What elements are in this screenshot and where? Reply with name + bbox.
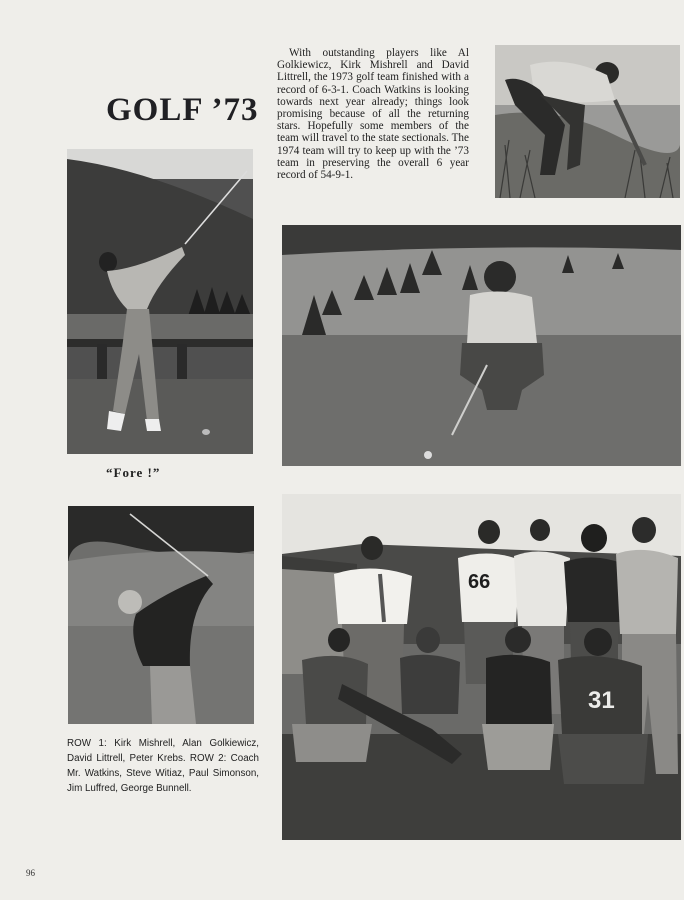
roster-caption: ROW 1: Kirk Mishrell, Alan Golkiewicz, David Littrell, Peter Krebs. ROW 2: Coach Mr. Watkins, Steve Witiaz, Paul Simonson, Jim Luffred, George Bunnell. xyxy=(67,738,259,794)
fore-caption: “Fore !” xyxy=(106,465,161,480)
jersey-number-31: 31 xyxy=(588,687,615,714)
page-title: GOLF ’73 xyxy=(106,92,259,128)
jersey-number-66: 66 xyxy=(468,571,491,593)
photo-golfer-swinging-fairway xyxy=(68,506,254,724)
page-number: 96 xyxy=(26,868,35,878)
photo-golfer-putting xyxy=(282,225,681,466)
photo-golfer-swinging-hill xyxy=(67,149,253,454)
intro-paragraph: With outstanding players like Al Golkiewicz, Kirk Mishrell and David Littrell, the 1973 golf team finished with a record of 6-3-1. Coach Watkins is looking towards next year already; things look promising because of all the returning stars. Hopefully some members of the team will travel to the state sectionals. The 1974 team will try to keep up with the ’73 team in preserving the overall 6 year record of 54-9-1. xyxy=(277,47,469,182)
photo-team-group xyxy=(282,494,681,840)
photo-golfer-in-rough xyxy=(495,45,680,198)
